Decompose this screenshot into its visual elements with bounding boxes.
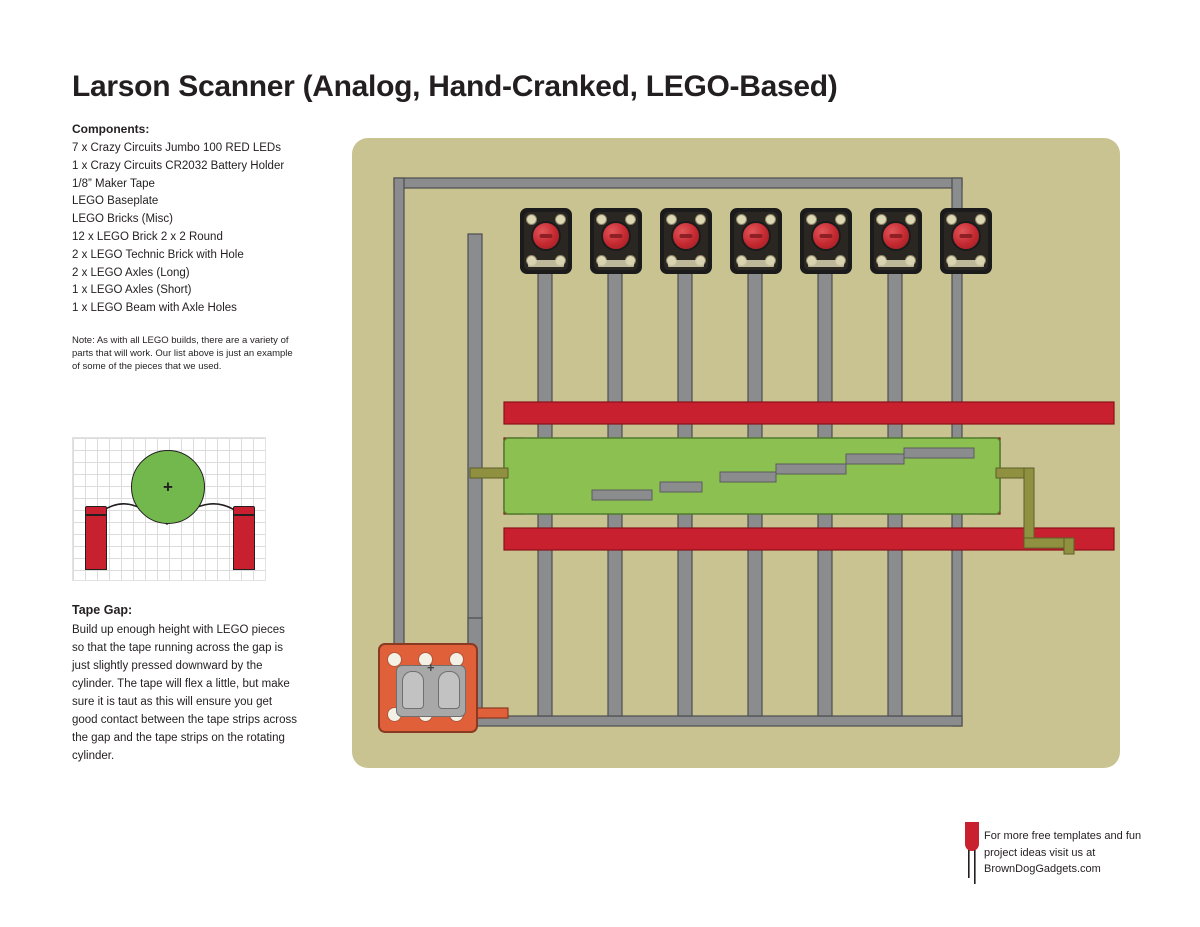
lego-stud-icon (806, 214, 817, 225)
list-item: 2 x LEGO Technic Brick with Hole (72, 248, 244, 261)
build-diagram (352, 138, 1120, 768)
tape-post-left-icon (85, 506, 107, 570)
list-item: 1/8” Maker Tape (72, 177, 155, 190)
led-lens-icon (531, 221, 561, 251)
lego-stud-icon (876, 214, 887, 225)
led-module[interactable] (730, 208, 782, 274)
led-lens-icon (671, 221, 701, 251)
list-item: LEGO Bricks (Misc) (72, 213, 173, 226)
led-module[interactable] (590, 208, 642, 274)
led-logo-icon (962, 820, 982, 888)
led-lens-icon (951, 221, 981, 251)
lego-stud-icon (736, 214, 747, 225)
components-list (72, 140, 322, 318)
list-item: 1 x LEGO Beam with Axle Holes (72, 302, 237, 315)
footer (962, 820, 1162, 892)
led-module[interactable] (520, 208, 572, 274)
list-item: 1 x Crazy Circuits CR2032 Battery Holder (72, 159, 285, 172)
footer-text: For more free templates and fun project ideas visit us at BrownDogGadgets.com (984, 830, 1142, 875)
list-item: 2 x LEGO Axles (Long) (72, 266, 190, 279)
tape-post-right-icon (233, 506, 255, 570)
lego-stud-icon (596, 214, 607, 225)
led-module[interactable] (800, 208, 852, 274)
rotating-cylinder-icon (131, 450, 205, 524)
battery-holder[interactable] (378, 643, 478, 733)
lego-stud-icon (835, 214, 846, 225)
components-heading: Components: (72, 122, 150, 136)
tape-gap-diagram (72, 437, 266, 581)
battery-clip-icon (438, 671, 460, 709)
tape-gap-heading: Tape Gap: (72, 603, 133, 617)
list-item: 12 x LEGO Brick 2 x 2 Round (72, 230, 223, 243)
list-item: 7 x Crazy Circuits Jumbo 100 RED LEDs (72, 142, 281, 154)
page-title: Larson Scanner (Analog, Hand-Cranked, LEGO-Based) (72, 70, 838, 103)
tape-gap-body: Build up enough height with LEGO pieces so that the tape running across the gap is just slightly pressed downward by the cylinder. The tape will flex a little, but make sure it is taut as this will ensure you get good contact between the tape strips across the gap and the tape strips on the rotating cylinder. (72, 624, 298, 762)
list-item: LEGO Baseplate (72, 195, 159, 208)
lego-stud-icon (975, 214, 986, 225)
lego-stud-icon (555, 214, 566, 225)
led-module[interactable] (940, 208, 992, 274)
lego-stud-icon (625, 214, 636, 225)
led-module[interactable] (870, 208, 922, 274)
lego-stud-icon (946, 214, 957, 225)
battery-polarity-label: + (427, 660, 435, 675)
battery-clip-icon (402, 671, 424, 709)
led-lens-icon (741, 221, 771, 251)
led-module[interactable] (660, 208, 712, 274)
lego-stud-icon (666, 214, 677, 225)
components-note: Note: As with all LEGO builds, there are a variety of parts that will work. Our list above is just an example of some of the pieces that we used. (72, 335, 293, 372)
lego-stud-icon (526, 214, 537, 225)
led-lens-icon (881, 221, 911, 251)
lego-stud-icon (765, 214, 776, 225)
led-lens-icon (811, 221, 841, 251)
lego-stud-icon (695, 214, 706, 225)
led-lens-icon (601, 221, 631, 251)
lego-stud-icon (905, 214, 916, 225)
list-item: 1 x LEGO Axles (Short) (72, 284, 192, 297)
axle-cross-icon: + (163, 477, 173, 497)
